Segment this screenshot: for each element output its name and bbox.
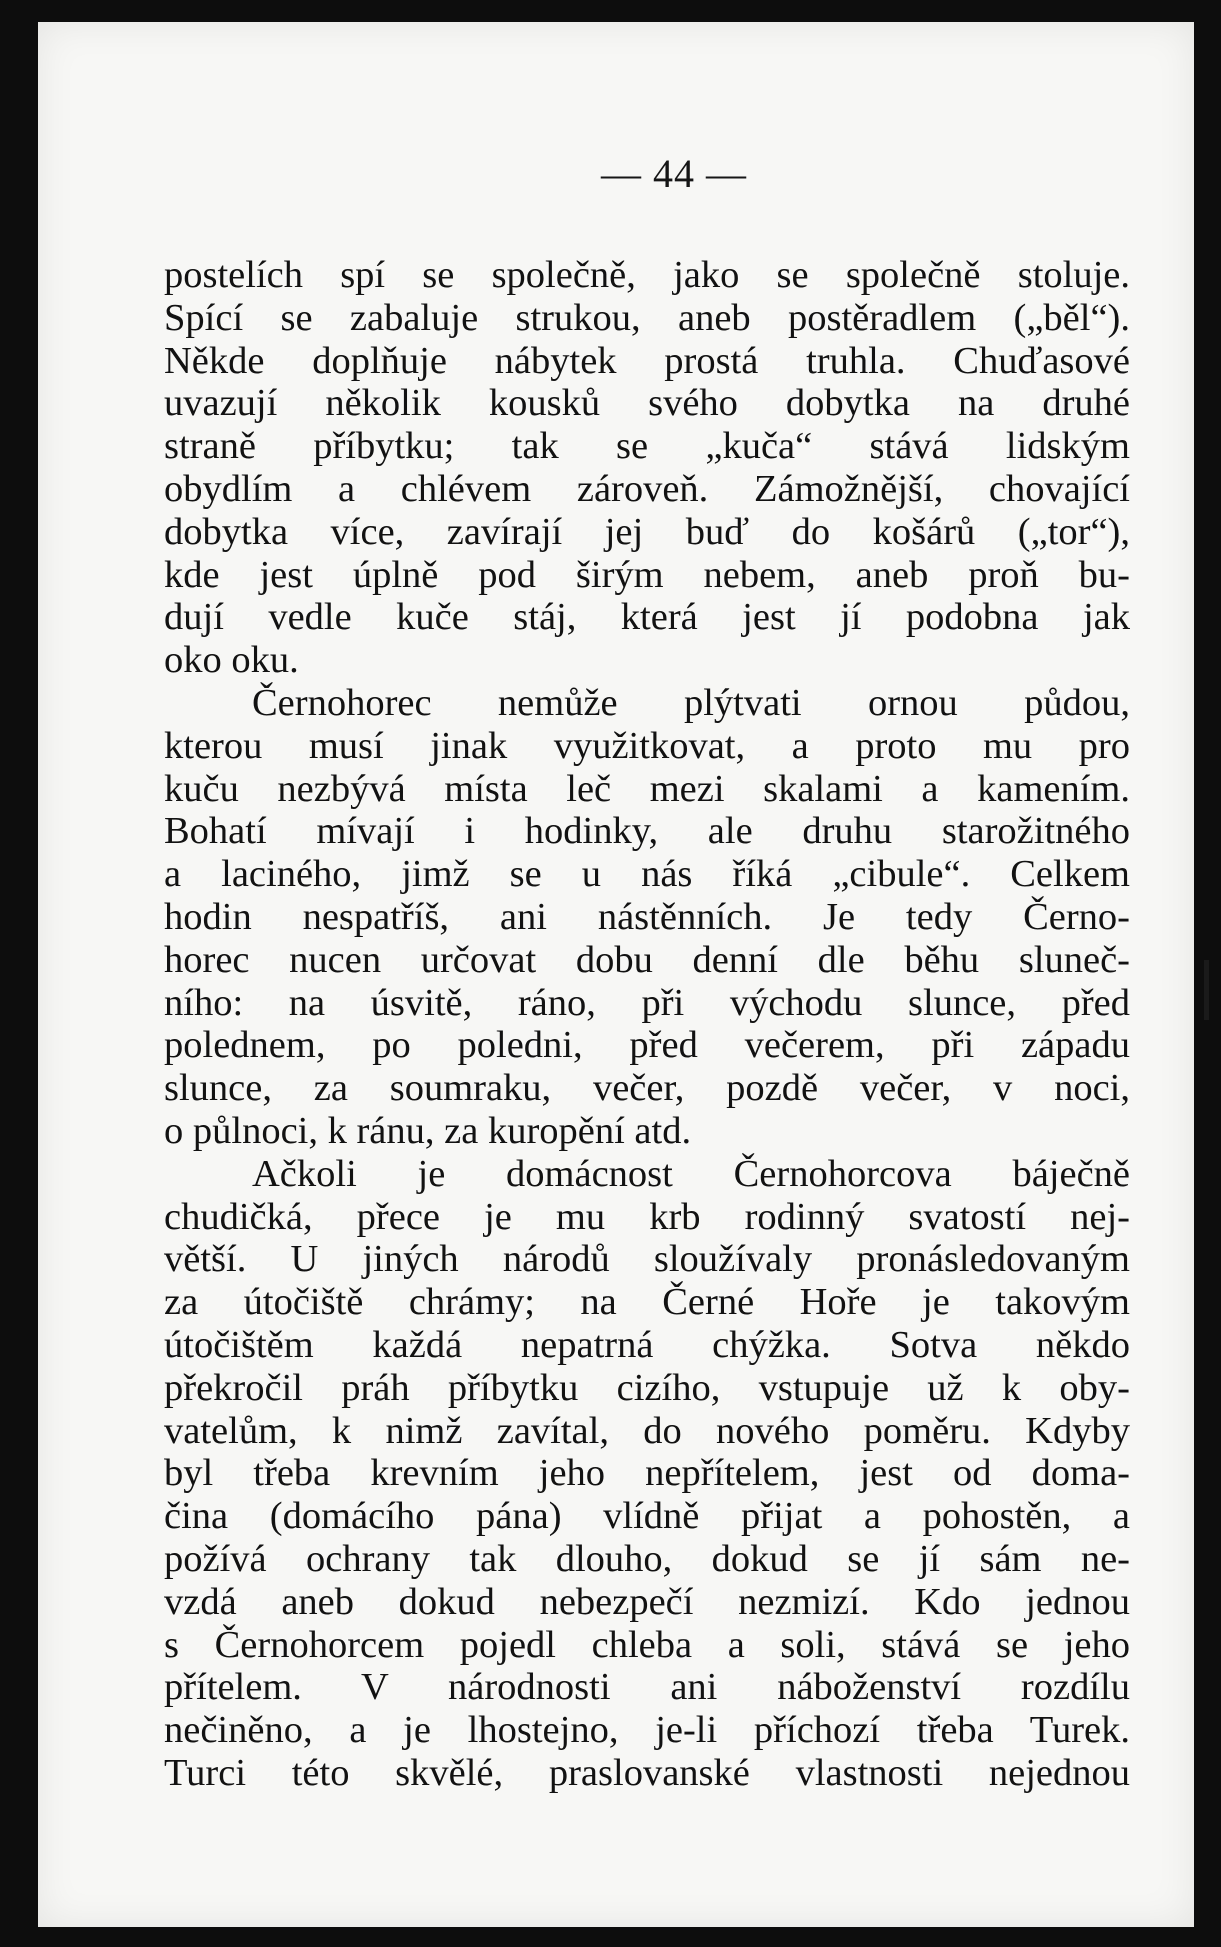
- body-text: [164, 254, 1130, 1795]
- text-line: polednem, po poledni, před večerem, při západu: [164, 1024, 1130, 1067]
- text-line: vzdá aneb dokud nebezpečí nezmizí. Kdo jednou: [164, 1580, 1130, 1623]
- text-line: byl třeba krevním jeho nepřítelem, jest od doma-: [164, 1452, 1130, 1495]
- book-page: [38, 22, 1194, 1927]
- text-line: hodin nespatříš, ani nástěnních. Je tedy Černo-: [164, 895, 1130, 938]
- text-line: větší. U jiných národů sloužívaly pronásledovaným: [164, 1238, 1130, 1281]
- text-line: Ačkoli je domácnost Černohorcova báječně: [252, 1152, 1130, 1195]
- text-line: Bohatí mívají i hodinky, ale druhu starožitného: [164, 810, 1130, 853]
- text-line: uvazují několik kousků svého dobytka na druhé: [164, 382, 1130, 425]
- text-line: požívá ochrany tak dlouho, dokud se jí sám ne-: [164, 1537, 1130, 1580]
- text-line: přítelem. V národnosti ani náboženství rozdílu: [164, 1666, 1130, 1709]
- text-line: čina (domácího pána) vlídně přijat a pohostěn, a: [164, 1495, 1130, 1538]
- text-line: Spící se zabaluje strukou, aneb postěradlem („běl“).: [164, 296, 1130, 339]
- page-number: — 44 —: [601, 151, 747, 196]
- page-edge-mark: [1204, 960, 1209, 1020]
- text-line: ního: na úsvitě, ráno, při východu slunce, před: [164, 981, 1130, 1024]
- text-line: o půlnoci, k ránu, za kuropění atd.: [164, 1109, 692, 1152]
- text-line: Někde doplňuje nábytek prostá truhla. Chuďasové: [164, 339, 1130, 382]
- text-line: vatelům, k nimž zavítal, do nového poměru. Kdyby: [164, 1409, 1130, 1452]
- text-line: Černohorec nemůže plýtvati ornou půdou,: [252, 681, 1130, 724]
- text-line: Turci této skvělé, praslovanské vlastnosti nejednou: [164, 1751, 1130, 1794]
- text-line: útočištěm každá nepatrná chýžka. Sotva někdo: [164, 1323, 1130, 1366]
- text-line: kde jest úplně pod širým nebem, aneb proň bu-: [164, 553, 1130, 596]
- text-line: za útočiště chrámy; na Černé Hoře je takovým: [164, 1281, 1130, 1324]
- text-line: s Černohorcem pojedl chleba a soli, stává se jeho: [164, 1623, 1130, 1666]
- text-line: horec nucen určovat dobu denní dle běhu sluneč-: [164, 938, 1130, 981]
- text-line: nečiněno, a je lhostejno, je-li příchozí třeba Turek.: [164, 1709, 1130, 1752]
- text-line: dobytka více, zavírají jej buď do košárů („tor“),: [164, 510, 1130, 553]
- text-line: a laciného, jimž se u nás říká „cibule“. Celkem: [164, 853, 1130, 896]
- text-line: kuču nezbývá místa leč mezi skalami a kamením.: [164, 767, 1130, 810]
- text-line: oko oku.: [164, 639, 299, 682]
- text-line: straně příbytku; tak se „kuča“ stává lidským: [164, 425, 1130, 468]
- text-line: chudičká, přece je mu krb rodinný svatostí nej-: [164, 1195, 1130, 1238]
- text-line: postelích spí se společně, jako se společně stoluje.: [164, 254, 1130, 296]
- text-line: překročil práh příbytku cizího, vstupuje už k oby-: [164, 1366, 1130, 1409]
- text-line: obydlím a chlévem zároveň. Zámožnější, chovající: [164, 467, 1130, 510]
- text-line: kterou musí jinak využitkovat, a proto mu pro: [164, 724, 1130, 767]
- text-line: slunce, za soumraku, večer, pozdě večer, v noci,: [164, 1067, 1130, 1110]
- text-line: dují vedle kuče stáj, která jest jí podobna jak: [164, 596, 1130, 639]
